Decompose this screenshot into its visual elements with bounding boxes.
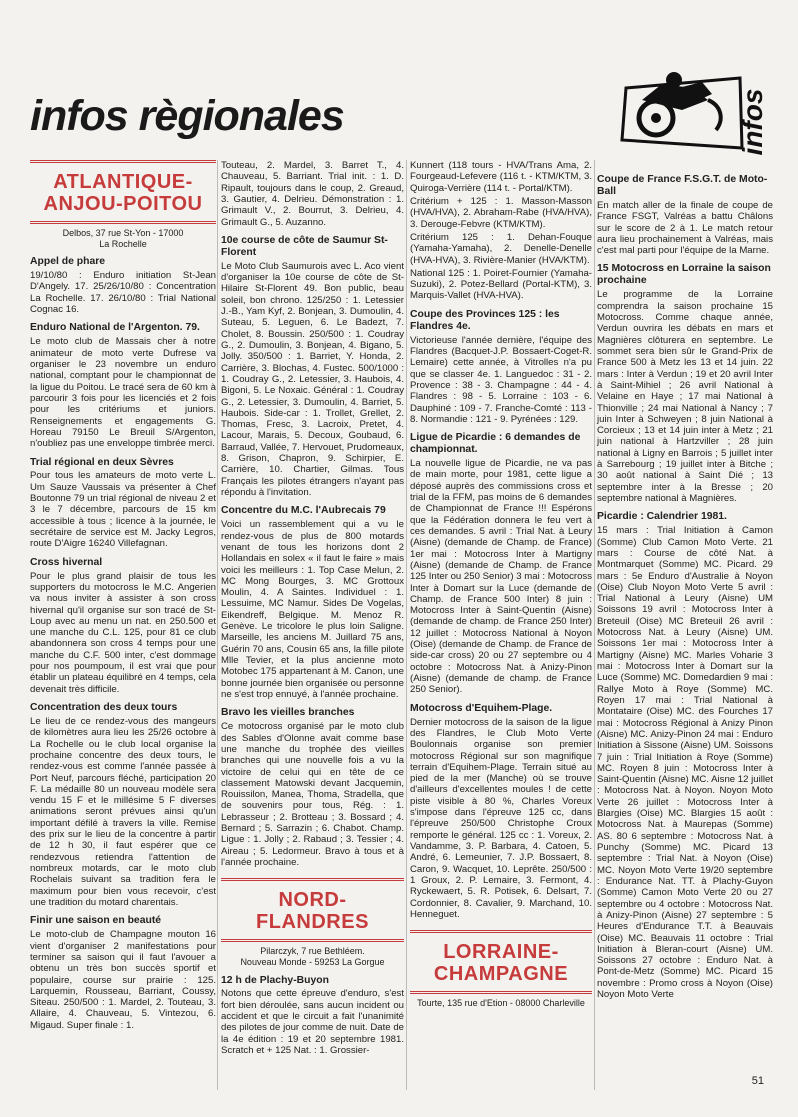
article-paragraph: Le moto club de Massais cher à notre animateur de moto verte Dufrese va organiser le 23 novembre un enduro national, comptant pour le championnat de la ligue du Poitou. Le tracé sera de 60 km à parcourir 3 fois pour les licenciés et 2 fois pour les critériums et juniors. Renseignements et engagements G. Horeau 79150 Le Breuil S/Argenton, n'oubliez pas une enveloppe timbrée merci.	[30, 336, 216, 450]
infos-logo	[612, 60, 780, 160]
article-heading: 15 Motocross en Lorraine la saison prochaine	[597, 263, 771, 287]
article-heading: Bravo les vieilles branches	[221, 707, 355, 719]
article-paragraph: 19/10/80 : Enduro initiation St-Jean D'Angely. 17. 25/26/10/80 : Concentration La Rochelle. 17. 26/10/80 : Trial National Cognac 16.	[30, 270, 216, 316]
article-paragraph: Notons que cette épreuve d'enduro, s'est fort bien déroulée, sans aucun incident ou accident et que le circuit a fait l'unanimité des pilotes de jour comme de nuit. Date de la 4e édition : 19 et 20 septembre 1981. Scratch et + 125 Nat. : 1. Grossier-	[221, 988, 404, 1057]
article-paragraph: En match aller de la finale de coupe de France FSGT, Valréas a battu Châlons sur le score de 2 à 1. Le match retour aura lieu prochainement à Valréas, mais c'est mal parti pour l'équipe de la Marne.	[597, 199, 773, 257]
article-heading: Cross hivernal	[30, 556, 103, 568]
article-paragraph: La nouvelle ligue de Picardie, ne va pas de main morte, pour 1981, cette ligue a déposé auprès des commissions cross et trial de la FFM, pas moins de 6 demandes de Championnat de France !!! Espérons que la Fédération donnera le feu vert à ces demandes. 5 avril : Trial Nat. à Leury (Aisne) (demande de Champ. de France) 1er mai : Motocross Inter à Martigny (Aisne) (demande de Champ. de France 125 Inter ou 250 Senior) 3 mai : Motocross Inter à Domart sur la Luce (demande de Champ. de France 500 Inter) 8 juin : Motocross Inter à Saint-Quentin (Aisne) (demande de champ. de France 250 Inter) 12 juillet : Motocross National à Noyon (Oise) (demande de Champ. de France de side-car cross) 20 ou 27 septembre ou 4 octobre : Motocross Nat. à Anizy-Pinon (Aisne) (demande de champ. de France 250 Senior).	[410, 458, 592, 696]
region-address: Tourte, 135 rue d'Etion - 08000 Charleville	[417, 998, 585, 1009]
article-paragraph: Dernier motocross de la saison de la ligue des Flandres, le Club Moto Verte Boulonnais organise son premier motocross Régional sur son magnifique terrain d'Equihem-Plage. Terrain situé au pied de la mer (Manche) où se trouve d'ailleurs d'excellentes moules ! de cette piste visible à 80 %, Charles Voreux s'impose dans l'épreuve 125 cc, dans l'épreuve 250/500 Christophe Croux remporte le général. 125 cc : 1. Voreux, 2. Vandamme, 3. P. Barbara, 4. Catoen, 5. André, 6. Lemeunier, 7. J.P. Bossaert, 8. Caron, 9. Wacquet, 10. Leprête. 250/500 : 1 Groux, 2. P. Lemaire, 3. Fermont, 4. Ryckewaert, 5. R. Potisek, 6. Delsart, 7. Cordonnier, 8. Cavalier, 9. Marchand, 10. Henneguet.	[410, 716, 592, 920]
article-paragraph: Kunnert (118 tours - HVA/Trans Ama, 2. Fourgeaud-Lefevere (116 t. - KTM/KTM, 3. Quiroga-Verrière (114 t. - Portal/KTM).	[410, 160, 592, 194]
article-paragraph: Le programme de la Lorraine comprendra la saison prochaine 15 Motocross. Comme chaque année, Verdun ouvrira les débats en mars et Magnières clôturera en septembre. Le sommet sera bien sûr le Grand-Prix de France 500 à Metz les 13 et 14 juin. 22 mars : Inter à Verdun ; 19 et 20 avril Inter à Saint-Mihiel ; 26 avril National à Velaine en Haye ; 17 mai National à Thionville ; 24 mai National à Nancy ; 7 juin Inter à Schweyen ; 8 juin National à Corcieux ; 13 et 14 juin inter à Metz ; 21 juin national à Hartzviller ; 28 juin national à Ligny en Barrois ; 5 juillet inter à Sarrebourg ; 19 juillet inter à Bitche ; 30 août national à Saint Dié ; 13 septembre inter à la Bresse ; 20 septembre national à Magnières.	[597, 289, 773, 504]
article-column-2	[221, 160, 404, 1058]
article-paragraph: Le Moto Club Saumurois avec L. Aco vient d'organiser la 10e course de côte de St-Hilaire St-Florent 49. Bon public, beau soleil, bon chrono. 125/250 : 1. Letessier J.-B., Yam Kyf, 2. Bonjean, 3. Dumoulin, 4. Suteau, 5. Leguen, 6. Le Badezt, 7. Cholet, 8. Boussin. 250/500 : 1. Coudray G., 2. Dumoulin, 3. Bonjean, 4. Bigano, 5. Jolly. 350/500 : 1. Barriet, Y. Honda, 2. Carrière, 3. Blochas, 4. Fustec. 500/1000 : 1. Coudray G., 2. Letessier, 3. Haubois, 4. Bigoni, 5. Le Noxaic. Général : 1. Coudray G., 2. Letessier, 3. Dumoulin, 4. Barriet, 5. Haubois. Side-car : 1. Trollet, Grellet, 2. Thomas, Fresc, 3. Lacroix, Pretet, 4. Lacour, Marais, 5. Decoux, Goubaud, 6. Barraud, Vallée, 7. Hervouet, Prudomeaux, 8. Grison, Chapron, 9. Schirpier, E. Carrière, 10. Chartier, Gilmas. Tous Français les pilotes étrangers n'ayant pas répondu à l'invitation.	[221, 260, 404, 499]
article-heading: 10e course de côte de Saumur St-Florent	[221, 234, 388, 258]
article-heading: Ligue de Picardie : 6 demandes de championnat.	[410, 432, 581, 456]
article-paragraph: Pour le plus grand plaisir de tous les supporters du motocross le M.C. Angerien va nous inviter à assister à son cross hivernal qu'il organise sur son tracé de St-Loup avec au menu un nat. en 250.500 et une manche du C.L. 125, pour 81 ce club abandonnera son cross 4 temps pour une manche du C.F. 500 inter, c'est dommage pour nos poumpoum, il est vrai que pour établir un plateau équilibré en 4 temps, cela devenait très difficile.	[30, 570, 216, 695]
article-paragraph: Touteau, 2. Mardel, 3. Barret T., 4. Chauveau, 5. Barriant. Trial init. : 1. D. Ripault, toujours dans le coup, 2. Greaud, 3. Gautier, 4. Delrieu. Démonstration : 1. Grimault V., 2. Bourrut, 3. Delrieu, 4. Grimault G., 5. Auzanno.	[221, 160, 404, 228]
article-heading: Trial régional en deux Sèvres	[30, 456, 174, 468]
column-rule	[594, 160, 595, 1090]
article-paragraph: Voici un rassemblement qui a vu le rendez-vous de plus de 800 motards venant de tous les horizons dont 2 Hollandais en solex « il faut le faire » mais voici les meilleurs : 1. Top Case Melun, 2. MC Mong Bourges, 3. MC Grottoux Moulin, 4. A Saintes. Individuel : 1. Lessuime, MC Namur. Sides De Vogelas, Eikendreff, Belgique. M. Menoz R. Genève. Le tricolore le plus loin Saligne. Marseille, les anciens M. Juillard 75 ans, Guérin 70 ans, Cousin 65 ans, la fille pilote Mlle Tevier, et la plus ancienne moto Motobec 175 appartenant à M. Canon, une bonne journée bien organisée ou personne ne s'est trop ennuyé, à l'année prochaine.	[221, 519, 404, 700]
article-paragraph: Pour tous les amateurs de moto verte L. Um Sauze Vaussais va présenter à Chef Boutonne 79 un trial régional de niveau 2 et 3 le 7 décembre, parcours de 15 km accessible à tous ; licence à la journée, le secrétaire de service est M. Jacky Legros, route D'Aigre 16240 Villefagnan.	[30, 470, 216, 550]
article-paragraph: Victorieuse l'année dernière, l'équipe des Flandres (Bacquet-J.P. Bossaert-Coget-R. Lemaire) cette année, à Vitrolles n'a pu que se classer 4e. 1. Languedoc : 31 - 2. Provence : 38 - 3. Champagne : 44 - 4. Flandres : 98 - 5. Lorraine : 103 - 6. Dauphiné : 109 - 7. Franche-Comté : 113 - 8. Normandie : 121 - 9. Pyrénées : 129.	[410, 334, 592, 425]
region-address: Delbos, 37 rue St-Yon - 17000 La Rochelle	[62, 228, 184, 249]
logo-text: infos	[737, 88, 768, 156]
region-heading: LORRAINE- CHAMPAGNE	[410, 930, 592, 994]
article-column-1	[30, 150, 216, 1033]
article-paragraph: Le lieu de ce rendez-vous des mangeurs de kilomètres aura lieu les 25/26 octobre à La Rochelle ou le club local organise la prochaine concentre des deux tours, le rendez-vous est comme l'année passée à Port Neuf, parcours fléché, participation 20 F. La médaille 80 un nouveau modèle sera vendu 15 F et le millésime 5 F diverses animations seront prévues ainsi qu'un important défilé à travers la ville. Remise des prix sur le lieu de la concentre à partir de 12 h 30, il faut espérer que ce rendezvous retiendra l'attention de nombreux motards, car le moto club Rochelais suivant sa tradition fera le maximum pour bien vous recevoir, c'est une tradition du motard charentais.	[30, 715, 216, 908]
region-heading: ATLANTIQUE- ANJOU-POITOU	[30, 160, 216, 224]
article-paragraph: Le moto-club de Champagne mouton 16 vient d'organiser 2 manifestations pour terminer sa saison qui il faut l'avouer a obtenu un très bon succès sportif et populaire, course sur prairie : 125. Larquemin, Rousseau, Barriant, Coussy, Siteau. 250/500 : 1. Mardel, 2. Touteau, 3. Allaire, 4. Chauveau, 5. Vintezou, 6. Migaud. Super finale : 1.	[30, 929, 216, 1031]
article-heading: Coupe des Provinces 125 : les Flandres 4e.	[410, 308, 560, 332]
article-heading: Appel de phare	[30, 256, 106, 268]
article-paragraph: National 125 : 1. Poiret-Fournier (Yamaha-Suzuki), 2. Potez-Bellard (Portal-KTM), 3. Marquis-Vallet (HVA-HVA).	[410, 267, 592, 302]
column-rule	[217, 160, 218, 1090]
article-heading: 12 h de Plachy-Buyon	[221, 974, 329, 986]
article-heading: Enduro National de l'Argenton. 79.	[30, 322, 200, 334]
page-number: 51	[751, 1075, 764, 1087]
article-heading: Finir une saison en beauté	[30, 915, 162, 927]
article-heading: Concentre du M.C. l'Aubrecais 79	[221, 505, 386, 517]
article-heading: Motocross d'Equihem-Plage.	[410, 702, 553, 714]
article-paragraph: Critérium 125 : 1. Dehan-Fouque (Yamaha-Yamaha), 2. Denelle-Denelle (HVA-HVA), 3. Rivière-Manier (HVA/KTM).	[410, 231, 592, 266]
column-rule	[406, 160, 407, 1090]
page-title: infos règionales	[30, 92, 344, 140]
article-column-4	[597, 167, 773, 1002]
article-paragraph: Critérium + 125 : 1. Masson-Masson (HVA/HVA), 2. Abraham-Rabe (HVA/HVA), 3. Derouge-Febvre (KTM/KTM).	[410, 195, 592, 230]
article-heading: Picardie : Calendrier 1981.	[597, 511, 727, 523]
article-paragraph: Ce motocross organisé par le moto club des Sables d'Olonne avait comme base une manche du trophée des vieilles branches qui une nouvelle fois a vu la victoire de celui qui en tête de ce classement Matowski devant Jacquemin, Rouissilon, Manea, Thoma, Stradella, que de souvenirs pour tous, Rég. : 1. Lebrasseur ; 2. Brotteau ; 3. Bossard ; 4. Bernard ; 5. Sarrazin ; 6. Chabot. Champ. Ligue : 1. Jolly ; 2. Rabaud ; 3. Tessier ; 4. Aireau ; 5. Ledormeur. Bravo à tous et à l'année prochaine.	[221, 721, 404, 868]
article-paragraph: 15 mars : Trial Initiation à Camon (Somme) Club Camon Moto Verte. 21 mars : Course de côté Nat. à Montmarquet (Somme) MC. Picard. 29 mars : 5e Enduro d'Australie à Noyon (Oise) Club Noyon Moto Verte 5 avril : Trial National à Leury (Aisne) UM Soissons 19 avril : Motocross Inter à Breteuil (Oise) MC Breteuil 26 avril : Motocross Nat. à Leury (Aisne) UM. Soissons 1er mai : Motocross Inter à Martigny (Aisne) MC. Marles Voharie 3 mai : Motocross Inter à Domart sur la Luce (Somme) MC. Domedardien 9 mai : Rallye Moto à Roye (Somme) MC. Royen 17 mai : Trial National à Montataire (Oise) MC. des Fourches 17 mai : Motocross Régional à Anizy Pinon (Aisne) MC. Anizy-Pinon 24 mai : Enduro Initiation à Sissone (Aisne) UM. Soissons 7 juin : Trial Initiation à Roye (Somme) MC. Royen 8 juin : Motocross Inter à Saint-Quentin (Aisne) MC. Aisne 12 juillet : Motocross Nat. à Noyon. Noyon Moto Verte 26 juillet : Motocross Inter à Blargies (Oise) MC. Blargies 15 août : Motocross Nat. à Maurepas (Somme) AS. 80 6 septembre : Motocross Nat. à Punchy (Somme) MC. Picard 13 septembre : Trial Nat. à Noyon (Oise) MC. Noyon Moto Verte 19/20 septembre : Endurance Nat. TT. à Plachy-Guyon (Somme) Camon Moto Verte 20 ou 27 septembre ou 4 octobre : Motocross Nat. à Anizy-Pinon (Aisne) 27 septembre : 5 Heures d'Endurance T.T. à Beauvais (Oise) MC. Beauvais 11 octobre : Trial Initiation à Bleran-court (Aisne) UM. Soissons 27 octobre : Enduro Nat. à Pont-de-Metz (Somme) MC. Picard 15 novembre : Promo cross à Noyon (Oise) Noyon Moto Verte	[597, 525, 773, 1001]
article-heading: Coupe de France F.S.G.T. de Moto-Ball	[597, 174, 768, 197]
motorcycle-rider-icon	[612, 60, 780, 160]
article-heading: Concentration des deux tours	[30, 702, 178, 714]
region-address: Pilarczyk, 7 rue Bethléem. Nouveau Monde - 59253 La Gorgue	[240, 946, 385, 967]
article-column-3	[410, 160, 592, 1015]
region-heading: NORD- FLANDRES	[221, 878, 404, 942]
